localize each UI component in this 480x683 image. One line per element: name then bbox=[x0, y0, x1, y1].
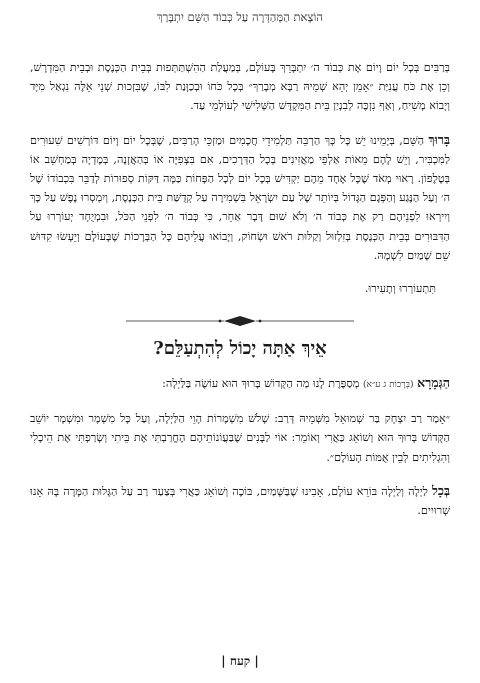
ornamental-divider bbox=[30, 314, 450, 328]
final-paragraph-lead: בְּכָל bbox=[432, 482, 450, 498]
gemara-intro-text: מְסַפֶּרֶת לָנוּ מַה הַקָּדוֹשׁ בָּרוּךְ הוּא עוֹשֶׂה בַּלַּיְלָה: bbox=[162, 377, 363, 391]
paragraph-1 bbox=[30, 58, 450, 116]
section-title: אֵיךְ אַתָּה יָכוֹל לְהִתְעַלֵּם? bbox=[153, 338, 327, 360]
divider-ornament-icon bbox=[120, 314, 360, 328]
paragraph-2 bbox=[30, 130, 450, 265]
gemara-intro-lead: הַגְּמָרָא bbox=[417, 375, 450, 391]
closing-line: תִּתְעוֹרְרוּ וְתָעִירוּ. bbox=[364, 282, 436, 296]
page-body bbox=[30, 58, 450, 534]
page-number: | קעח | bbox=[221, 654, 259, 668]
final-paragraph bbox=[30, 481, 450, 520]
paragraph-2-text: הַשֵּׁם, בְּיָמֵינוּ יֵשׁ כָּל כָּךְ הַרְבֵּה תַּלְמִידֵי חֲכָמִים וּמַזְכֵּי הָרַבִּים, שֶׁבְּכָל יוֹם וָיוֹם דּוֹרְשִׁים שִׁעוּרִים לַמִּכְבִּיר, וְיֵשׁ לָהֶם מֵאוֹת אַלְפֵי מַאֲזִינִים בְּכָל הַדְּרָכִים, אִם בִּצְפִיָּה אוֹ בְּהַאֲזָנָה, בְּמֶדְיָה בְּמַחְשֵׁב אוֹ בְּטֶלֶפוֹן. רָאוּי מְאֹד שֶׁכָּל אֶחָד מֵהֶם יַקְדִּישׁ בְּכָל יוֹם לְכָל הַפָּחוֹת כַּמָּה דַּקּוֹת סְפוּרוֹת לְדַבֵּר בִּכְבוֹדוֹ שֶׁל ה׳ וְעַל הַנֶּגַע וְהַפְּגָם הַגָּדוֹל בְּיוֹתֵר שֶׁל עַם יִשְׂרָאֵל בִּשְׁמִירָה עַל קְדֻשַּׁת בֵּית הַכְּנֶסֶת, וְיִמְסְרוּ נֶפֶשׁ עַל כָּךְ וְיִירְאוּ לִפְנֵיהֶם רַק אֶת כְּבוֹד ה׳ וְלֹא שׁוּם דָּבָר אַחֵר, כִּי כְּבוֹד ה׳ לִפְנֵי הַכֹּל, וּבִמְיֻחָד יְעוֹרְרוּ עַל הַדִּבּוּרִים בְּבֵית הַכְּנֶסֶת בְּזִלְזוּל וְקַלּוּת רֹאשׁ וּשְׂחוֹק, וְיָבוֹאוּ עֲלֵיהֶם כָּל הַבְּרָכוֹת שֶׁבָּעוֹלָם וְיֵעָשׂוּ קִדּוּשׁ שֵׁם שָׁמַיִם לִשְׁמָהּ. bbox=[30, 133, 450, 262]
gemara-intro bbox=[30, 373, 450, 395]
gemara-quote-text: ״אָמַר רַב יִצְחָק בַּר שְׁמוּאֵל מִשְּׁמֵיהּ דְּרַב: שָׁלֹשׁ מִשְׁמָרוֹת הָוֵי הַלַּיְלָה, וְעַל כָּל מִשְׁמָר וּמִשְׁמָר יוֹשֵׁב הַקָּדוֹשׁ בָּרוּךְ הוּא וְשׁוֹאֵג כַּאֲרִי וְאוֹמֵר: אוֹי לַבָּנִים שֶׁבַּעֲוֹנוֹתֵיהֶם הֶחֱרַבְתִּי אֶת בֵּיתִי וְשָׂרַפְתִּי אֶת הֵיכָלִי וְהִגְלִיתִים לְבֵין אֻמּוֹת הָעוֹלָם״. bbox=[30, 412, 450, 464]
running-header: הוֹצָאת הַמְּהַדְּרָה עַל כְּבוֹד הַשֵּׁם יִתְבָּרַךְ bbox=[157, 10, 323, 24]
paragraph-1-text: בְּרַבִּים בְּכָל יוֹם וָיוֹם אֶת כְּבוֹד ה׳ יִתְבָּרֵךְ בָּעוֹלָם, בְּמַעֲלַת הַהִשְׁתַּתְּפוּת בְּבֵית הַכְּנֶסֶת וּבְבֵית הַמִּדְרָשׁ, וְכֵן אֶת כֹּחַ עֲנִיַּת ״אָמֵן יְהֵא שְׁמֵיהּ רַבָּא מְבָרַךְ״ בְּכָל כֹּחוֹ וּבְכַוָּנַת לִבּוֹ, שֶׁבִּזְכוּת שְׁנֵי אֵלֶּה נִגְאַל מִיָּד וְיָבוֹא מָשִׁיחַ, וְאַף נִזְכֶּה לְבִנְיַן בֵּית הַמִּקְדָּשׁ הַשְּׁלִישִׁי לְעוֹלְמֵי עַד. bbox=[30, 61, 450, 113]
gemara-reference: (בְּרָכוֹת ג ע״א) bbox=[362, 380, 414, 391]
final-paragraph-text: לַיְלָה וְלַיְלָה בּוֹרֵא עוֹלָם, אָבִינוּ שֶׁבַּשָּׁמַיִם, בּוֹכֶה וְשׁוֹאֵג כַּאֲרִי בְּצַעַר רַב עַל הַגָּלוּת הַמָּרָה בָּהּ אָנוּ שְׁרוּיִים. bbox=[30, 484, 450, 518]
gemara-quote bbox=[30, 409, 450, 467]
paragraph-2-lead: בָּרוּךְ bbox=[428, 131, 450, 147]
